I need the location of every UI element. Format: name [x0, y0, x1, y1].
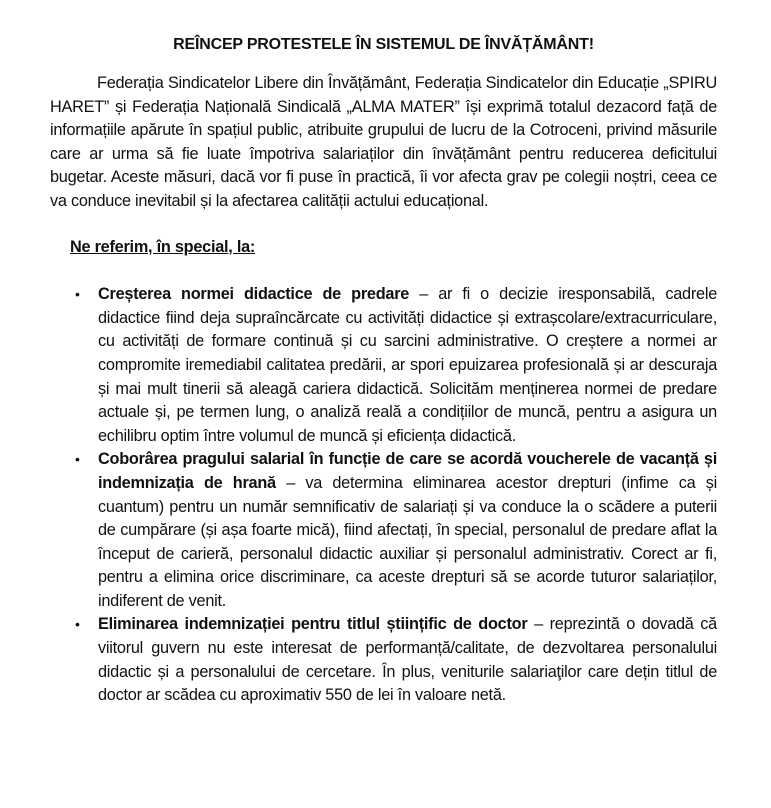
bullet-body-text: – reprezintă o dovadă că viitorul guvern nu este interesat de performanță/calitate, de dezvoltarea personalului didactic și a personalului de cercetare. În plus, veniturile salariaţilor care dețin titlul de doctor ar scădea cu aproximativ 550 de lei în valoare netă. — [98, 615, 717, 705]
bullet-lead-text: Coborârea pragului salarial în funcție de care se acordă voucherele de vacanță și indemnizația de hrană — [98, 450, 717, 492]
bullet-icon: • — [75, 451, 80, 468]
list-item — [75, 448, 717, 613]
bullet-icon: • — [75, 286, 80, 303]
section-subheading: Ne referim, în special, la: — [70, 237, 256, 256]
bullet-icon: • — [75, 616, 80, 633]
list-item — [75, 283, 717, 448]
bullet-body-text: – ar fi o decizie iresponsabilă, cadrele didactice fiind deja supraîncărcate cu activități didactice și extrașcolare/extracurriculare, cu activități de formare continuă și cu sarcini administrative. O creștere a normei ar compromite iremediabil calitatea predării, ar spori epuizarea profesională și ar descuraja și mai mult tinerii să aleagă cariera didactică. Solicităm menținerea normei de predare actuale și, pe termen lung, o analiză reală a condițiilor de muncă, pentru a asigura un echilibru optim între volumul de muncă și eficiența didactică. — [98, 285, 717, 445]
intro-paragraph: Federația Sindicatelor Libere din Învățământ, Federația Sindicatelor din Educație „SPIRU HARET” și Federația Națională Sindicală „ALMA MATER” își exprimă totalul dezacord față de informațiile apărute în spațiul public, atribuite grupului de lucru de la Cotroceni, privind măsurile care ar urma să fie luate împotriva salariaților din învățământ pentru reducerea deficitului bugetar. Aceste măsuri, dacă vor fi puse în practică, îi vor afecta grav pe colegii noștri, ceea ce va conduce inevitabil și la afectarea calității actului educațional. — [50, 74, 717, 210]
bullet-body-text: – va determina eliminarea acestor drepturi (infime ca și cuantum) pentru un număr semnificativ de salariați și va conduce la o scădere a puterii de cumpărare (și așa foarte mică), fiind afectați, în special, personalul de predare aflat la început de carieră, personalul didactic auxiliar și personalul administrativ. Corect ar fi, pentru a elimina orice discriminare, ca aceste drepturi să se acorde tuturor salariaților, indiferent de venit. — [98, 473, 717, 610]
document-title: REÎNCEP PROTESTELE ÎN SISTEMUL DE ÎNVĂȚĂMÂNT! — [173, 36, 594, 53]
demands-list — [50, 283, 717, 708]
list-item — [75, 613, 717, 707]
bullet-lead-text: Eliminarea indemnizației pentru titlul științific de doctor — [98, 615, 528, 634]
bullet-lead-text: Creșterea normei didactice de predare — [98, 285, 410, 304]
